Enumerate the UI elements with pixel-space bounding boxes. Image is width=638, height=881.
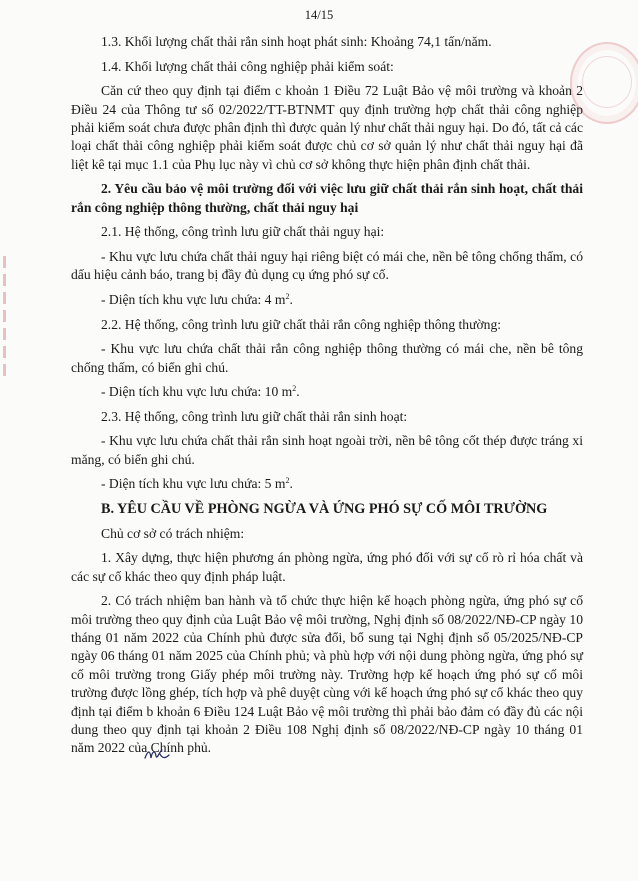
binding-edge-marks <box>3 250 9 420</box>
para-2-2-desc: - Khu vực lưu chứa chất thải rắn công nghiệp thông thường có mái che, nền bê tông chống thấm, có biển ghi chú. <box>71 341 583 375</box>
para-2-1-area: - Diện tích khu vực lưu chứa: 4 $m^2$. <box>101 292 293 307</box>
para-1-3: 1.3. Khối lượng chất thải rắn sinh hoạt phát sinh: Khoảng 74,1 tấn/năm. <box>101 34 492 49</box>
para-2-1: 2.1. Hệ thống, công trình lưu giữ chất thải nguy hại: <box>101 224 385 240</box>
page-number: 14/15 <box>304 8 334 22</box>
para-2-3-desc: - Khu vực lưu chứa chất thải rắn sinh hoạt ngoài trời, nền bê tông cốt thép được tráng xi măng, có biển ghi chú. <box>71 433 583 467</box>
para-b-2: 2. Có trách nhiệm ban hành và tổ chức thực hiện kế hoạch phòng ngừa, ứng phó sự cố môi trường theo quy định của Luật Bảo vệ môi trường, Nghị định số 08/2022/NĐ-CP ngày 10 tháng 01 năm 2022 của Chính phủ được sửa đổi, bổ sung tại Nghị định số 05/2025/NĐ-CP ngày 06 tháng 01 năm 2025 của Chính phủ; và phù hợp với nội dung phòng ngừa, ứng phó sự cố môi trường trong Giấy phép môi trường này. Trường hợp kế hoạch ứng phó sự cố môi trường được lồng ghép, tích hợp và phê duyệt cùng với kế hoạch ứng phó sự cố khác theo quy định tại điểm b khoản 6 Điều 124 Luật Bảo vệ môi trường thì phải bảo đảm có đầy đủ các nội dung theo quy định tại khoản 2 Điều 108 Nghị định số 08/2022/NĐ-CP ngày 10 tháng 01 năm 2022 của Chính phủ. <box>71 593 583 756</box>
para-2-2: 2.2. Hệ thống, công trình lưu giữ chất thải rắn công nghiệp thông thường: <box>101 316 502 332</box>
para-2-3: 2.3. Hệ thống, công trình lưu giữ chất thải rắn sinh hoạt: <box>101 408 408 424</box>
para-b-1: 1. Xây dựng, thực hiện phương án phòng ngừa, ứng phó đối với sự cố rò rỉ hóa chất và các sự cố khác theo quy định pháp luật. <box>71 550 583 584</box>
document-body <box>71 33 583 764</box>
section-b-heading: B. YÊU CẦU VỀ PHÒNG NGỪA VÀ ỨNG PHÓ SỰ CỐ MÔI TRƯỜNG <box>101 500 548 517</box>
para-legal-basis: Căn cứ theo quy định tại điểm c khoản 1 Điều 72 Luật Bảo vệ môi trường và khoản 2 Điều 24 của Thông tư số 02/2022/TT-BTNMT quy định trường hợp chất thải công nghiệp phải kiểm soát chưa được phân định thì được quản lý như chất thải nguy hại. Do đó, tất cả các loại chất thải công nghiệp phải kiểm soát được chủ cơ sở quản lý như chất thải nguy hại đã liệt kê tại mục 1.1 của Phụ lục này vì chủ cơ sở không thực hiện phân định chất thải. <box>71 83 583 172</box>
section-2-heading: 2. Yêu cầu bảo vệ môi trường đối với việc lưu giữ chất thải rắn sinh hoạt, chất thải rắn công nghiệp thông thường, chất thải nguy hại <box>71 181 583 215</box>
para-2-2-area: - Diện tích khu vực lưu chứa: 10 $m^2$. <box>101 384 300 400</box>
para-owner-responsibility: Chủ cơ sở có trách nhiệm: <box>101 525 245 541</box>
para-2-3-area: - Diện tích khu vực lưu chứa: 5 $m^2$. <box>101 476 293 492</box>
initials-signature <box>143 746 171 764</box>
red-seal-inner-ring <box>582 56 632 108</box>
para-2-1-desc: - Khu vực lưu chứa chất thải nguy hại riêng biệt có mái che, nền bê tông chống thấm, có dấu hiệu cảnh báo, trang bị đầy đủ dụng cụ ứng phó sự cố. <box>71 249 583 283</box>
para-1-4: 1.4. Khối lượng chất thải công nghiệp phải kiểm soát: <box>101 58 394 74</box>
